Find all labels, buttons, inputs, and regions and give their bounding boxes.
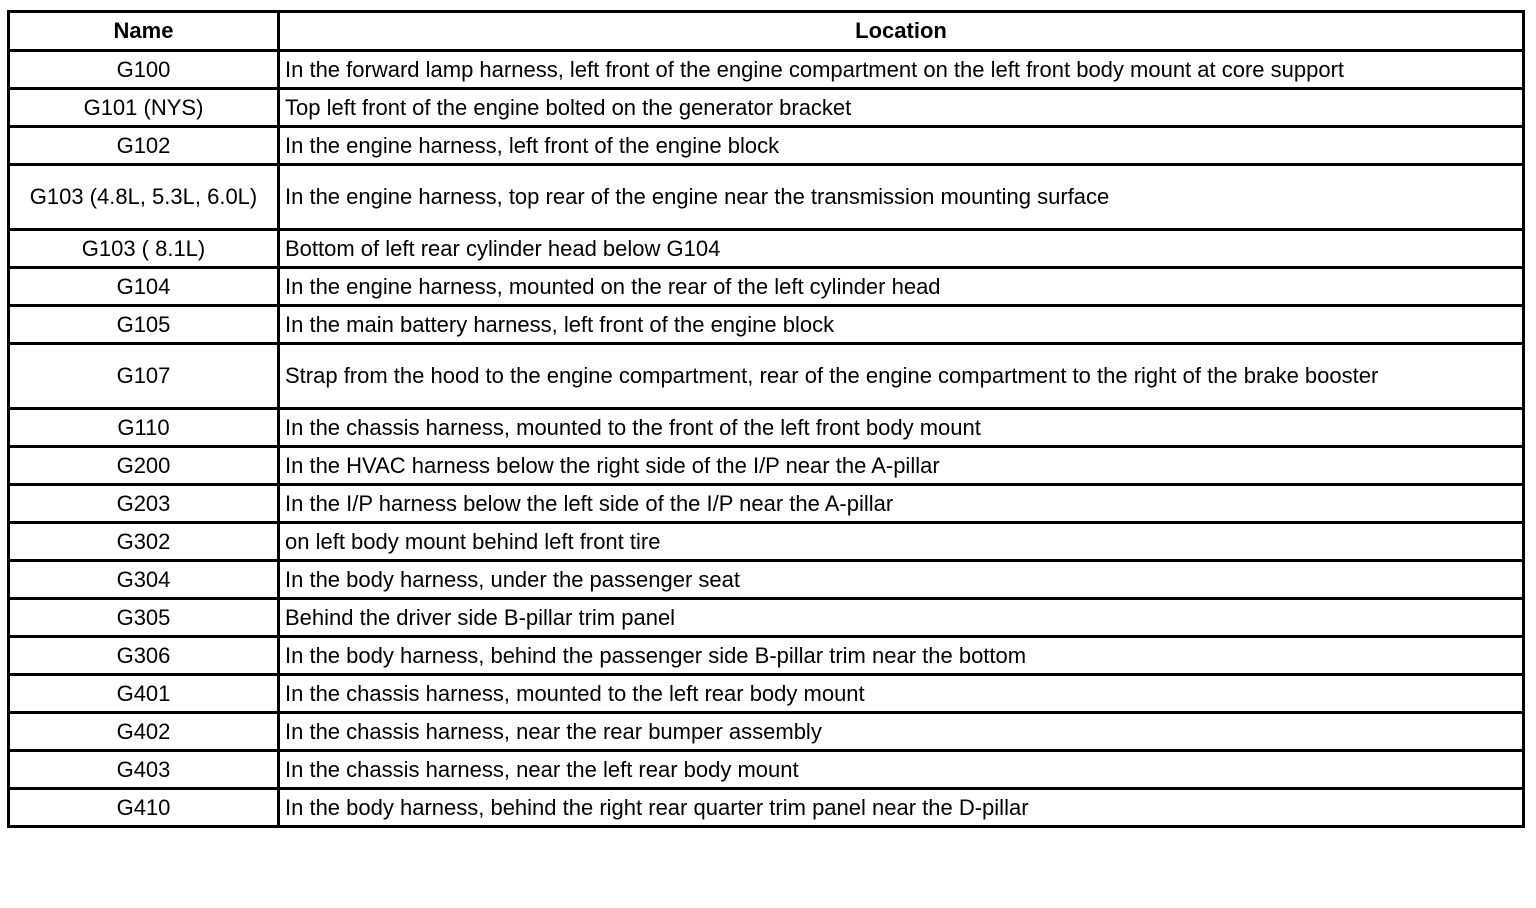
ground-name-cell: G105 <box>9 306 279 344</box>
ground-location-cell: In the main battery harness, left front of the engine block <box>279 306 1524 344</box>
ground-name-cell: G200 <box>9 447 279 485</box>
ground-location-cell: In the engine harness, left front of the engine block <box>279 127 1524 165</box>
table-row <box>9 599 1524 637</box>
ground-location-cell: In the chassis harness, mounted to the front of the left front body mount <box>279 409 1524 447</box>
ground-name-cell: G304 <box>9 561 279 599</box>
ground-location-cell: Strap from the hood to the engine compartment, rear of the engine compartment to the right of the brake booster <box>279 344 1524 409</box>
table-row <box>9 485 1524 523</box>
ground-name-cell: G100 <box>9 51 279 89</box>
ground-location-table-container <box>7 10 1522 828</box>
table-row <box>9 306 1524 344</box>
ground-name-cell: G402 <box>9 713 279 751</box>
ground-location-cell: Behind the driver side B-pillar trim panel <box>279 599 1524 637</box>
ground-name-cell: G104 <box>9 268 279 306</box>
ground-name-cell: G102 <box>9 127 279 165</box>
ground-location-cell: In the engine harness, mounted on the rear of the left cylinder head <box>279 268 1524 306</box>
table-row <box>9 675 1524 713</box>
ground-location-cell: In the chassis harness, near the left rear body mount <box>279 751 1524 789</box>
column-header-name: Name <box>9 12 279 51</box>
ground-location-cell: In the forward lamp harness, left front of the engine compartment on the left front body mount at core support <box>279 51 1524 89</box>
ground-location-cell: In the chassis harness, near the rear bumper assembly <box>279 713 1524 751</box>
table-row <box>9 165 1524 230</box>
table-row <box>9 713 1524 751</box>
ground-name-cell: G110 <box>9 409 279 447</box>
ground-location-cell: Bottom of left rear cylinder head below G104 <box>279 230 1524 268</box>
table-row <box>9 89 1524 127</box>
ground-name-cell: G403 <box>9 751 279 789</box>
table-row <box>9 751 1524 789</box>
ground-name-cell: G203 <box>9 485 279 523</box>
ground-name-cell: G107 <box>9 344 279 409</box>
ground-location-cell: In the engine harness, top rear of the engine near the transmission mounting surface <box>279 165 1524 230</box>
ground-location-cell: Top left front of the engine bolted on the generator bracket <box>279 89 1524 127</box>
ground-location-table <box>7 10 1525 828</box>
ground-name-cell: G101 (NYS) <box>9 89 279 127</box>
table-row <box>9 344 1524 409</box>
ground-location-cell: In the chassis harness, mounted to the left rear body mount <box>279 675 1524 713</box>
table-row <box>9 230 1524 268</box>
ground-name-cell: G103 (4.8L, 5.3L, 6.0L) <box>9 165 279 230</box>
ground-location-cell: In the HVAC harness below the right side of the I/P near the A-pillar <box>279 447 1524 485</box>
table-header-row <box>9 12 1524 51</box>
table-row <box>9 447 1524 485</box>
ground-location-cell: on left body mount behind left front tire <box>279 523 1524 561</box>
table-row <box>9 51 1524 89</box>
table-row <box>9 523 1524 561</box>
table-row <box>9 409 1524 447</box>
ground-name-cell: G410 <box>9 789 279 827</box>
table-row <box>9 561 1524 599</box>
table-row <box>9 637 1524 675</box>
ground-location-cell: In the body harness, behind the passenger side B-pillar trim near the bottom <box>279 637 1524 675</box>
ground-name-cell: G302 <box>9 523 279 561</box>
table-body <box>9 51 1524 827</box>
column-header-location: Location <box>279 12 1524 51</box>
table-row <box>9 127 1524 165</box>
table-row <box>9 789 1524 827</box>
ground-name-cell: G401 <box>9 675 279 713</box>
table-row <box>9 268 1524 306</box>
ground-location-cell: In the body harness, under the passenger seat <box>279 561 1524 599</box>
ground-name-cell: G103 ( 8.1L) <box>9 230 279 268</box>
ground-location-cell: In the body harness, behind the right rear quarter trim panel near the D-pillar <box>279 789 1524 827</box>
ground-name-cell: G305 <box>9 599 279 637</box>
ground-name-cell: G306 <box>9 637 279 675</box>
ground-location-cell: In the I/P harness below the left side of the I/P near the A-pillar <box>279 485 1524 523</box>
